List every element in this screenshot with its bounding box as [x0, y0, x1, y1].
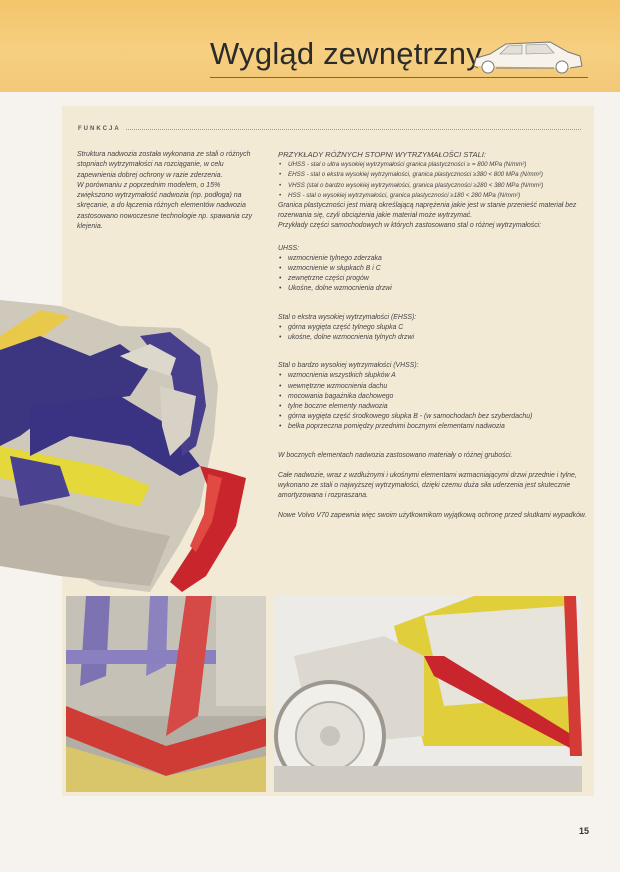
vhss-list — [278, 371, 588, 432]
steel-grades-column — [278, 150, 588, 522]
list-item: • wzmocnienie w słupkach B i C — [278, 264, 588, 274]
list-item: • mocowania bagażnika dachowego — [278, 392, 588, 402]
intro-paragraph: W porównaniu z poprzednim modelem, o 15% zwiększono wytrzymałość nadwozia (np. podłoga) na skręcanie, a do łączenia różnych elementów nadwozia zastosowano nowoczesne technologie np. spawania czy klejenia. — [77, 181, 253, 231]
definition-text: Granica plastyczności jest miarą określającą naprężenia jakie jest w stanie przenieść materiał bez rozerwania się, czyli obciążenia jakie materiał może wytrzymać. — [278, 202, 577, 220]
list-item: • Ukośne, dolne wzmocnienia drzwi — [278, 284, 588, 294]
grade-list — [278, 160, 588, 201]
page-number: 15 — [579, 826, 590, 836]
uhss-label: UHSS: — [278, 244, 300, 252]
examples-intro: Przykłady części samochodowych w których zastosowano stal o różnej wytrzymałości: — [278, 222, 542, 230]
list-item: • wzmocnienia wszystkich słupków A — [278, 371, 588, 381]
section-label: FUNKCJA — [78, 126, 121, 132]
examples-heading: PRZYKŁADY RÓŻNYCH STOPNI WYTRZYMAŁOŚCI STALI: — [278, 150, 487, 159]
ehss-label: Stal o ekstra wysokiej wytrzymałości (EHSS): — [278, 313, 417, 321]
list-item: • UHSS - stal o ultra wysokiej wytrzymałości granica plastyczności ≥ = 800 MPa (N/mm²) — [278, 160, 588, 170]
list-item: • zewnętrzne części progów — [278, 274, 588, 284]
thickness-paragraph: W bocznych elementach nadwozia zastosowano materiały o różnej grubości. — [278, 451, 513, 459]
body-structure-illustration — [0, 296, 262, 596]
body-paragraph: Całe nadwozie, wraz z wzdłużnymi i ukośnymi elementami wzmacniającymi drzwi przednie i tylne, wykonano ze stali o najwyższej wytrzymałości, dzięki czemu duża siła uderzenia jest skutecznie amortyzowana i rozpraszana. — [278, 471, 577, 500]
uhss-list — [278, 254, 588, 295]
closing-paragraph: Nowe Volvo V70 zapewnia więc swoim użytkownikom wyjątkową ochronę przed skutkami wypadków. — [278, 512, 587, 520]
list-item: • ukośne, dolne wzmocnienia tylnych drzwi — [278, 333, 588, 343]
list-item: • wzmocnienie tylnego zderzaka — [278, 254, 588, 264]
vhss-label: Stal o bardzo wysokiej wytrzymałości (VHSS): — [278, 362, 419, 370]
list-item: • HSS - stal o wysokiej wytrzymałości, granica plastyczności ≥180 < 280 MPa (N/mm²) — [278, 191, 588, 201]
section-divider — [126, 129, 581, 130]
ehss-list — [278, 323, 588, 343]
list-item: • górna wygięta część środkowego słupka B - (w samochodach bez szyberdachu) — [278, 412, 588, 422]
intro-paragraph: Struktura nadwozia została wykonana ze stali o różnych stopniach wytrzymałości na rozciąganie, w celu zapewnienia dobrej ochrony w razie zderzenia. — [77, 151, 251, 179]
car-outline-icon — [470, 38, 586, 78]
list-item: • wewnętrzne wzmocnienia dachu — [278, 382, 588, 392]
list-item: • górna wygięta część tylnego słupka C — [278, 323, 588, 333]
list-item: • VHSS (stal o bardzo wysokiej wytrzymałości, granica plastyczności ≥280 < 380 MPa (N/mm²) — [278, 181, 588, 191]
floor-structure-photo — [66, 596, 266, 792]
door-reinforcement-photo — [274, 596, 582, 792]
list-item: • belka poprzeczna pomiędzy przednimi bocznymi elementami nadwozia — [278, 422, 588, 432]
page-title: Wygląd zewnętrzny — [210, 36, 482, 71]
list-item: • EHSS - stal o ekstra wysokiej wytrzymałości, granica plastyczności ≥380 < 800 MPa (N/mm²) — [278, 170, 588, 180]
intro-text — [77, 150, 257, 232]
list-item: • tylne boczne elementy nadwozia — [278, 402, 588, 412]
